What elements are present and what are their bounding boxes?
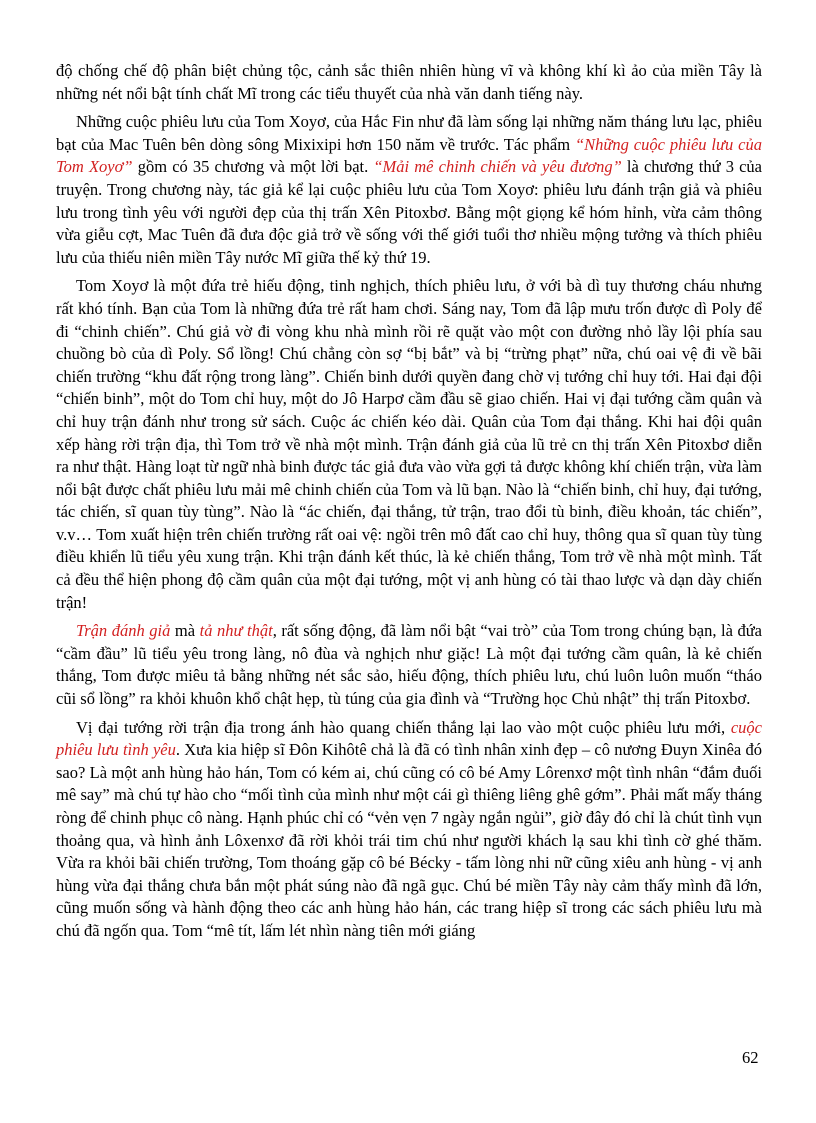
love-adventure-highlight: cuộc phiêu lưu tình yêu (56, 717, 762, 760)
paragraph-adventures (56, 111, 762, 269)
p4-text-a: Vị đại tướng rời trận địa trong ánh hào quang chiến thắng lại lao vào một cuộc phiêu lưu mới, (76, 717, 731, 737)
p3-text-d: , rất sống động, đã làm nổi bật “vai trò” của Tom trong chúng bạn, là đứa “cầm đầu” lũ tiểu yêu trong làng, nô đùa và nghịch như giặc! Là một đại tướng cầm quân, là kẻ chiến thắng, Tom được miêu tả bằng những nét sắc sảo, hiếu động, thích phiêu lưu, chú luôn luôn muốn “tháo cũi sổ lồng” ra khỏi khuôn khổ chật hẹp, tù túng của gia đình và “Trường học Chủ nhật” thị trấn Pitoxbơ. (56, 621, 762, 709)
p3-text-b: mà (170, 621, 200, 641)
mock-battle-highlight: Trận đánh giả (76, 621, 171, 641)
paragraph-tom-character: Tom Xoyơ là một đứa trẻ hiếu động, tinh nghịch, thích phiêu lưu, ở với bà dì tuy thương cháu nhưng rất khó tính. Bạn của Tom là những đứa trẻ rất ham chơi. Sáng nay, Tom đã lập mưu trốn được dì Poly để đi “chinh chiến”. Chú giả vờ đi vòng khu nhà mình rồi rẽ quặt vào một con đường nhỏ lầy lội phía sau chuồng bò của dì Poly. Sổ lồng! Chú chẳng còn sợ “bị bắt” và bị “trừng phạt” nữa, chú oai vệ đi về bãi chiến trường “khu đất rộng trong làng”. Chiến binh dưới quyền đang chờ vị tướng chỉ huy tới. Hai đại đội “chiến binh”, một do Tom chỉ huy, một do Jô Harpơ cầm đầu sẽ giao chiến. Hai vị đại tướng cầm quân và chỉ huy trận đánh như trong sử sách. Cuộc ác chiến kéo dài. Quân của Tom đại thắng. Khi hai đội quân xếp hàng rời trận địa, thì Tom trở về nhà một mình. Trận đánh giả của lũ trẻ cn thị trấn Xên Pitoxbơ diễn ra như thật. Hàng loạt từ ngữ nhà binh được tác giả đưa vào vừa gợi tả được không khí chiến trận, vừa làm nổi bật được chất phiêu lưu mải mê chinh chiến của Tom và lũ bạn. Nào là “chiến binh, chỉ huy, đại tướng, tác chiến, sĩ quan tùy tùng”. Nào là “ác chiến, đại thắng, tử trận, trao đổi tù binh, điều khoản, tác chiến”, v.v… Tom xuất hiện trên chiến trường rất oai vệ: ngồi trên mô đất cao chỉ huy, thông qua sĩ quan tùy tùng điều khiển lũ tiểu yêu xung trận. Khi trận đánh kết thúc, là kẻ chiến thắng, Tom trở về nhà một mình. Tất cả đều thể hiện phong độ cầm quân của một đại tướng, một vị anh hùng có tài thao lược và dạn dày chiến trận! (56, 276, 762, 612)
p1-text-e: là chương thứ 3 của truyện. Trong chương này, tác giả kể lại cuộc phiêu lưu của Tom Xoyơ: phiêu lưu đánh trận giả và phiêu lưu trong tình yêu với người đẹp của thị trấn Xên Pitoxbơ. Bằng một giọng kể hóm hỉnh, vừa cảm thông vừa giễu cợt, Mac Tuên đã đưa độc giả trở về sống với thế giới tuổi thơ nhiều mộng tưởng và thích phiêu lưu của thiếu niên miền Tây nước Mĩ giữa thế kỷ thứ 19. (56, 157, 763, 267)
book-title-highlight: “Những cuộc phiêu lưu của Tom Xoyơ” (56, 134, 762, 177)
paragraph-intro: độ chống chế độ phân biệt chủng tộc, cảnh sắc thiên nhiên hùng vĩ và không khí kì ảo của miền Tây là những nét nổi bật tính chất Mĩ trong các tiểu thuyết của nhà văn danh tiếng này. (56, 61, 762, 103)
page-body (56, 60, 762, 949)
realistic-highlight: tả như thật (199, 621, 273, 641)
chapter-title-highlight: “Mải mê chinh chiến và yêu đương” (373, 157, 622, 177)
page-number: 62 (742, 1048, 759, 1067)
paragraph-love-adventure (56, 717, 762, 943)
p1-text-c: gồm có 35 chương và một lời bạt. (132, 157, 374, 177)
paragraph-mock-battle (56, 620, 762, 710)
p1-text-a: Những cuộc phiêu lưu của Tom Xoyơ, của Hắc Fin như đã làm sống lại những năm tháng lưu lạc, phiêu bạt của Mac Tuên bên dòng sông Mixixipi hơn 150 năm về trước. Tác phẩm (56, 112, 762, 154)
p4-text-c: . Xưa kia hiệp sĩ Đôn Kihôtê chả là đã có tình nhân xinh đẹp – cô nương Đuyn Xinêa đó sao? Là một anh hùng hảo hán, Tom có kém ai, chú cũng có cô bé Amy Lôrenxơ một tình nhân “đắm đuối mê say” mà chú tự hào cho “mối tình của mình như một cái gì thiêng liêng ghê gớm”. Phải mất mấy tháng ròng để chinh phục cô nàng. Hạnh phúc chỉ có “vẻn vẹn 7 ngày ngắn ngủi”, giờ đây đó chỉ là chút tình vụn thoảng qua, và hình ảnh Lôxenxơ đã rời khỏi trái tim chú như người khách lạ sau khi tình cờ ghé thăm. Vừa ra khỏi bãi chiến trường, Tom thoáng gặp cô bé Bécky - tấm lòng nhi nữ cũng xiêu anh hùng - vị anh hùng vừa đại thắng chưa bắn một phát súng nào đã ngã gục. Chú bé miền Tây này cảm thấy mình đã lớn, cũng muốn sống và hành động theo các anh hùng hảo hán, các trang hiệp sĩ trong các sách phiêu lưu mà chú đã ngốn qua. Tom “mê tít, lấm lét nhìn nàng tiên mới giáng (56, 740, 763, 940)
